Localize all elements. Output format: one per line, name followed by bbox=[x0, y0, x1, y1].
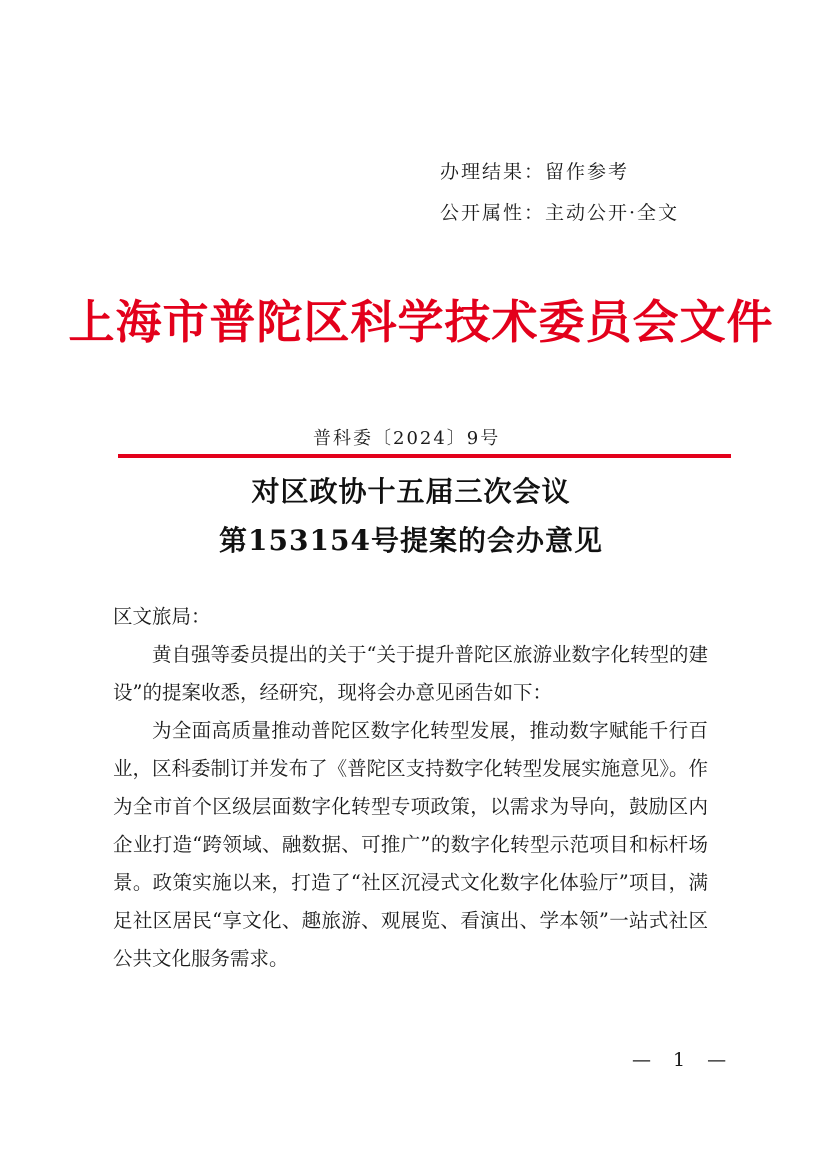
page-number: — 1 — bbox=[632, 1049, 735, 1071]
salutation: 区文旅局： bbox=[113, 605, 211, 628]
document-title-line-2: 第153154号提案的会办意见 bbox=[219, 524, 603, 557]
body-paragraph-1: 黄自强等委员提出的关于“关于提升普陀区旅游业数字化转型的建设”的提案收悉，经研究，现将会办意见函告如下： bbox=[113, 643, 708, 704]
red-divider-line bbox=[118, 454, 731, 458]
document-number: 普科委〔2024〕9号 bbox=[313, 428, 501, 449]
document-title-line-1: 对区政协十五届三次会议 bbox=[251, 475, 571, 508]
body-paragraph-2: 为全面高质量推动普陀区数字化转型发展，推动数字赋能千行百业，区科委制订并发布了《普陀区支持数字化转型发展实施意见》。作为全市首个区级层面数字化转型专项政策，以需求为导向，鼓励区内企业打造“跨领域、融数据、可推广”的数字化转型示范项目和标杆场景。政策实施以来，打造了“社区沉浸式文化数字化体验厅”项目，满足社区居民“享文化、趣旅游、观展览、看演出、学本领”一站式社区公共文化服务需求。 bbox=[113, 719, 708, 970]
handling-result: 办理结果：留作参考 bbox=[440, 161, 630, 183]
disclosure-attribute: 公开属性：主动公开·全文 bbox=[440, 202, 680, 224]
agency-title: 上海市普陀区科学技术委员会文件 bbox=[68, 295, 774, 349]
